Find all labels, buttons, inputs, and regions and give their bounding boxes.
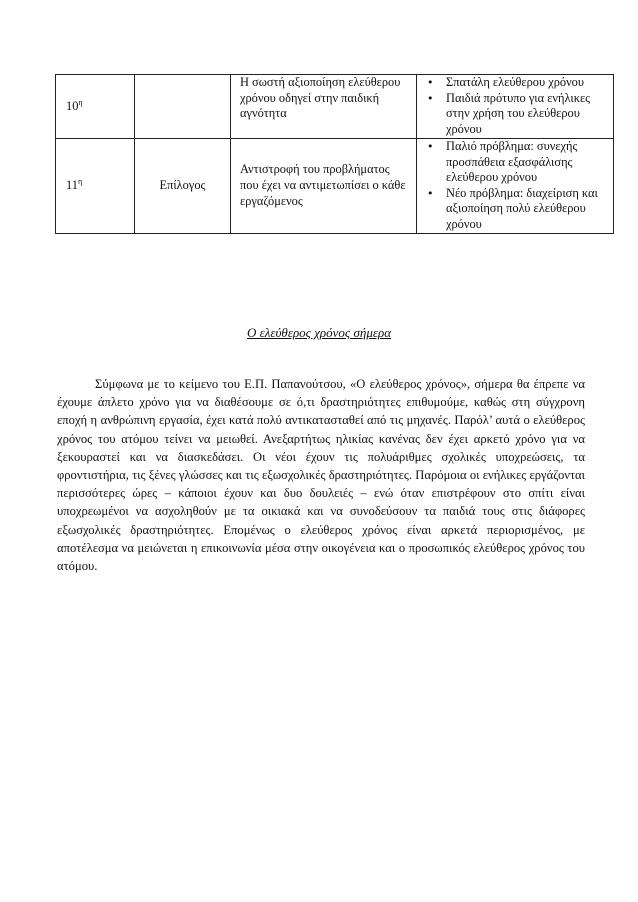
section-cell: Επίλογος bbox=[135, 139, 231, 234]
ordinal-suffix: η bbox=[78, 97, 83, 107]
bullet-list bbox=[417, 139, 613, 233]
bullet-item: • Παλιό πρόβλημα: συνεχής προσπάθεια εξασφάλισης ελεύθερου χρόνου bbox=[417, 139, 609, 186]
paragraph-number-cell bbox=[56, 139, 135, 234]
ordinal-suffix: η bbox=[77, 176, 83, 186]
table-row bbox=[56, 75, 614, 139]
outline-table bbox=[55, 74, 614, 234]
description-text: Η σωστή αξιοποίηση ελεύθερου χρόνου οδηγεί στην παιδική αγνότητα bbox=[240, 75, 401, 121]
bullet-item: • Παιδιά πρότυπο για ενήλικες στην χρήση του ελεύθερου χρόνου bbox=[417, 91, 609, 138]
bullets-cell bbox=[417, 139, 614, 234]
section-heading: Ο ελεύθερος χρόνος σήμερα bbox=[246, 325, 392, 340]
bullets-cell bbox=[417, 75, 614, 139]
bullet-item: • Νέο πρόβλημα: διαχείριση και αξιοποίηση πολύ ελεύθερου χρόνου bbox=[417, 186, 609, 233]
body-paragraph: Σύμφωνα με το κείμενο του Ε.Π. Παπανούτσου, «Ο ελεύθερος χρόνος», σήμερα θα έπρεπε να έχουμε άπλετο χρόνο για να διαθέσουμε σε ό,τι δραστηριότητες επιθυμούμε, καθώς στη σύγχρονη εποχή η ανθρώπινη εργασία, έχει κατά πολύ αντικατασταθεί από τις μηχανές. Παρόλ’ αυτά ο ελεύθερος χρόνος του ατόμου τείνει να μειωθεί. Ανεξαρτήτως ηλικίας κανένας δεν έχει αρκετό χρόνο για να ξεκουραστεί και να διασκεδάσει. Οι νέοι έχουν τις πολυάριθμες σχολικές υποχρεώσεις, τα φροντιστήρια, τις ξένες γλώσσες και τις εξωσχολικές δραστηριότητες. Παρόμοια οι ενήλικες εργάζονται περισσότερες ώρες – κάποιοι έχουν και δυο δουλειές – ενώ όταν επιστρέφουν στο σπίτι είναι υποχρεωμένοι να ασχοληθούν με τα οικιακά και να συνοδεύσουν τα παιδιά τους στις διάφορες εξωσχολικές δραστηριότητες. Επομένως ο ελεύθερος χρόνος είναι αρκετά περιορισμένος, με αποτέλεσμα να μειώνεται η επικοινωνία μέσα στην οικογένεια και ο προσωπικός ελεύθερος χρόνος του ατόμου. bbox=[57, 377, 585, 574]
bullet-list bbox=[417, 75, 613, 137]
description-text: Αντιστροφή του προβλήματος που έχει να αντιμετωπίσει ο κάθε εργαζόμενος bbox=[240, 162, 406, 208]
bullet-item: • Σπατάλη ελεύθερου χρόνου bbox=[417, 75, 609, 91]
description-cell bbox=[231, 75, 417, 139]
table-row bbox=[56, 139, 614, 234]
description-cell bbox=[231, 139, 417, 234]
section-cell bbox=[135, 75, 231, 139]
paragraph-number: 11 bbox=[66, 177, 78, 192]
paragraph-number: 10 bbox=[66, 98, 79, 113]
paragraph-number-cell bbox=[56, 75, 135, 139]
